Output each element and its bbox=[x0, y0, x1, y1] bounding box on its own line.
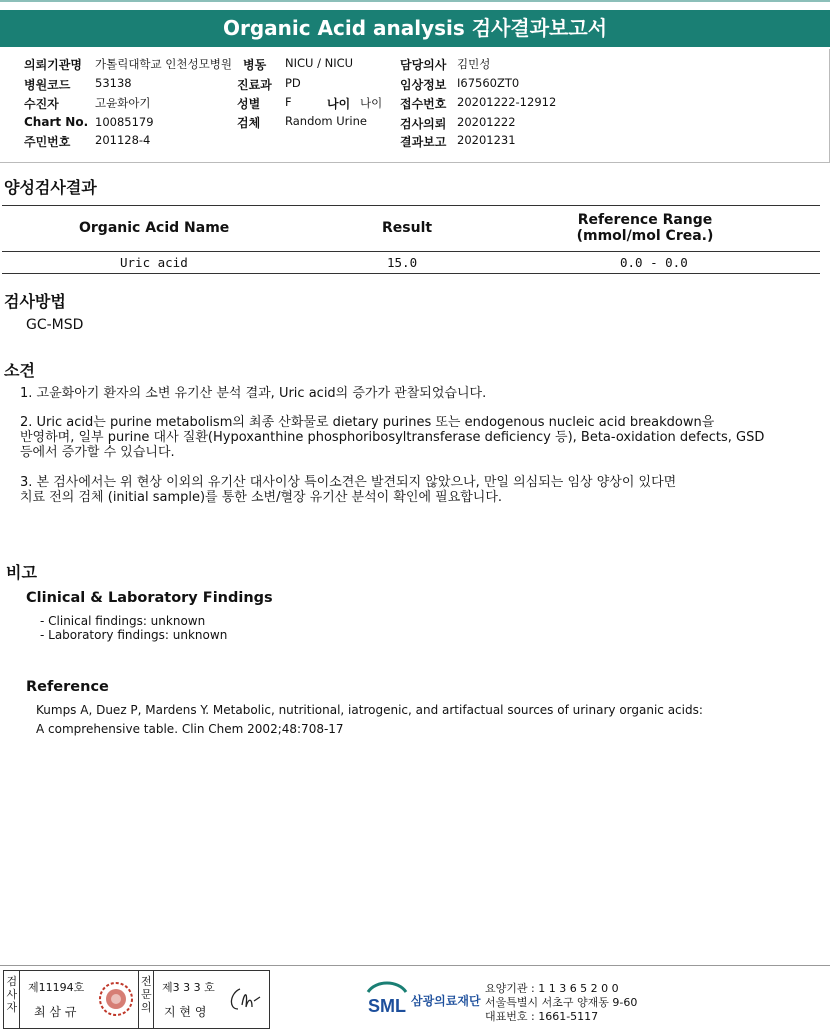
tester-license-number: 제11194호 bbox=[28, 981, 85, 994]
label-specimen: 검체 bbox=[237, 116, 261, 130]
specialist-name: 지 현 영 bbox=[164, 1005, 207, 1019]
opinion-item-2-line-3: 등에서 증가할 수 있습니다. bbox=[20, 445, 175, 460]
value-department: PD bbox=[285, 76, 301, 90]
report-title: Organic Acid analysis 검사결과보고서 bbox=[0, 10, 830, 47]
top-rule bbox=[0, 0, 830, 2]
value-specimen: Random Urine bbox=[285, 114, 367, 128]
footer-line-3: 대표번호 : 1661-5117 bbox=[485, 1010, 599, 1023]
footer-line-1: 요양기관 : 1 1 3 6 5 2 0 0 bbox=[485, 982, 619, 995]
value-doctor: 김민성 bbox=[457, 57, 491, 71]
opinion-item-1: 1. 고윤화아기 환자의 소변 유기산 분석 결과, Uric acid의 증가가 관찰되었습니다. bbox=[20, 386, 487, 401]
label-ward: 병동 bbox=[243, 58, 267, 72]
value-report-date: 20201231 bbox=[457, 133, 516, 147]
signature-box bbox=[3, 970, 270, 1029]
patient-info-panel bbox=[0, 49, 830, 163]
value-id-number: 201128-4 bbox=[95, 133, 151, 147]
table-bottom-rule bbox=[2, 273, 820, 274]
value-age: 나이 bbox=[360, 96, 383, 110]
laboratory-findings-item: - Laboratory findings: unknown bbox=[40, 628, 228, 642]
opinion-heading: 소견 bbox=[4, 361, 35, 380]
method-value: GC-MSD bbox=[26, 317, 84, 333]
label-department: 진료과 bbox=[237, 78, 272, 92]
opinion-item-3-line-2: 치료 전의 검체 (initial sample)를 통한 소변/혈장 유기산 분석이 확인에 필요합니다. bbox=[20, 490, 503, 505]
value-request-date: 20201222 bbox=[457, 115, 516, 129]
method-heading: 검사방법 bbox=[4, 292, 66, 311]
label-chart-no: Chart No. bbox=[24, 115, 89, 129]
col-header-name: Organic Acid Name bbox=[79, 220, 230, 236]
value-chart-no: 10085179 bbox=[95, 115, 154, 129]
label-hospital-code: 병원코드 bbox=[24, 78, 71, 92]
table-row-ref: 0.0 - 0.0 bbox=[620, 255, 688, 270]
footer-line-2: 서울특별시 서초구 양재동 9-60 bbox=[485, 996, 638, 1009]
col-header-ref-2: (mmol/mol Crea.) bbox=[576, 228, 714, 244]
reference-line-1: Kumps A, Duez P, Mardens Y. Metabolic, nutritional, iatrogenic, and artifactual sources of urinary organic acids: bbox=[36, 703, 703, 717]
label-clinical-info: 임상정보 bbox=[400, 78, 447, 92]
value-sex: F bbox=[285, 95, 292, 109]
value-institution: 가톨릭대학교 인천성모병원 bbox=[95, 57, 232, 71]
label-receipt-no: 접수번호 bbox=[400, 97, 447, 111]
table-top-rule bbox=[2, 205, 820, 206]
table-row-result: 15.0 bbox=[387, 255, 418, 270]
table-header-rule bbox=[2, 251, 820, 252]
tester-name: 최 삼 규 bbox=[34, 1005, 77, 1019]
remarks-heading: 비고 bbox=[6, 563, 37, 582]
label-doctor: 담당의사 bbox=[400, 58, 447, 72]
organization-name: 삼광의료재단 bbox=[411, 994, 481, 1008]
opinion-item-2-line-1: 2. Uric acid는 purine metabolism의 최종 산화물로 dietary purines 또는 endogenous nucleic acid breakdown을 bbox=[20, 415, 715, 430]
table-row-name: Uric acid bbox=[120, 255, 188, 270]
seal-stamp-icon bbox=[96, 979, 136, 1019]
clinical-findings-title: Clinical & Laboratory Findings bbox=[26, 590, 273, 606]
reference-title: Reference bbox=[26, 679, 109, 695]
label-age: 나이 bbox=[327, 97, 351, 111]
label-institution: 의뢰기관명 bbox=[24, 58, 82, 72]
value-clinical-info: I67560ZT0 bbox=[457, 76, 520, 90]
value-ward: NICU / NICU bbox=[285, 56, 354, 70]
logo-text: SML bbox=[368, 996, 406, 1016]
col-header-result: Result bbox=[382, 220, 433, 236]
tester-vertical-label: 검사자 bbox=[4, 971, 20, 1028]
clinical-findings-item: - Clinical findings: unknown bbox=[40, 614, 206, 628]
opinion-item-3-line-1: 3. 본 검사에서는 위 현상 이외의 유기산 대사이상 특이소견은 발견되지 않았으나, 만일 의심되는 임상 양상이 있다면 bbox=[20, 475, 677, 490]
opinion-item-2-line-2: 반영하며, 일부 purine 대사 질환(Hypoxanthine phosphoribosyltransferase deficiency 등), Beta-oxidation defects, GSD bbox=[20, 430, 765, 445]
label-report-date: 결과보고 bbox=[400, 135, 447, 149]
label-request-date: 검사의뢰 bbox=[400, 117, 447, 131]
sml-logo-icon bbox=[364, 978, 410, 1022]
value-hospital-code: 53138 bbox=[95, 76, 132, 90]
specialist-vertical-label: 전문의 bbox=[138, 971, 154, 1028]
label-patient: 수진자 bbox=[24, 97, 59, 111]
label-id-number: 주민번호 bbox=[24, 135, 71, 149]
signature-icon bbox=[226, 983, 262, 1015]
reference-line-2: A comprehensive table. Clin Chem 2002;48:708-17 bbox=[36, 722, 344, 736]
label-sex: 성별 bbox=[237, 97, 261, 111]
specialist-license-number: 제3 3 3 호 bbox=[162, 981, 215, 994]
col-header-ref-1: Reference Range bbox=[577, 212, 713, 228]
value-patient: 고윤화아기 bbox=[95, 96, 151, 110]
positive-results-heading: 양성검사결과 bbox=[4, 178, 97, 197]
footer-rule bbox=[0, 965, 830, 966]
value-receipt-no: 20201222-12912 bbox=[457, 95, 557, 109]
